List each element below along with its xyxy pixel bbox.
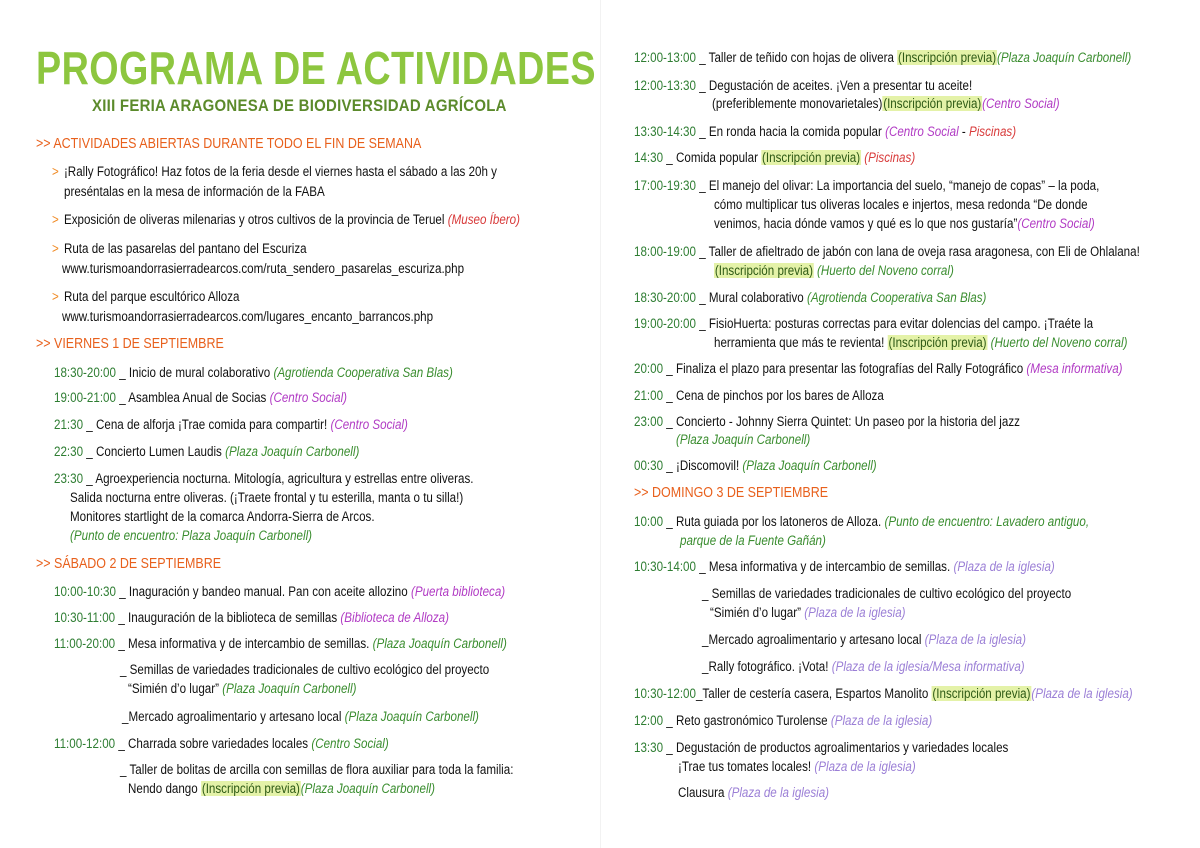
bullet-icon: > [52, 241, 59, 256]
weekend-rally [52, 162, 497, 183]
time: 10:30-11:00 [54, 610, 116, 625]
domingo-subitem [702, 657, 1025, 678]
place: (Plaza de la iglesia) [804, 605, 906, 620]
activity: _ Comida popular [663, 150, 758, 165]
domingo-item [634, 512, 1089, 533]
registration-badge: (Inscripción previa) [762, 150, 861, 165]
activity: _ Cena de alforja ¡Trae comida para compartir! [83, 417, 328, 432]
time: 21:00 [634, 388, 664, 403]
activity: _ Inicio de mural colaborativo [115, 365, 271, 380]
place: (Centro Social) [982, 96, 1060, 111]
sabado-item [634, 148, 915, 169]
activity: _ Cena de pinchos por los bares de Alloza [663, 388, 884, 403]
place: (Agrotienda Cooperativa San Blas) [273, 365, 453, 380]
time: 11:00-20:00 [54, 636, 116, 651]
time: 18:00-19:00 [634, 244, 696, 259]
activity: _ Concierto - Johnny Sierra Quintet: Un paseo por la historia del jazz [663, 414, 1020, 429]
bullet-icon: > [52, 212, 59, 227]
page-title: PROGRAMA DE ACTIVIDADES [36, 42, 596, 94]
place: (Centro Social) [1017, 216, 1095, 231]
time: 00:30 [634, 458, 664, 473]
activity: _ Ruta guiada por los latoneros de Alloza. [663, 514, 882, 529]
pasarelas-text: Ruta de las pasarelas del pantano del Escuriza [63, 241, 307, 256]
rally-line1: ¡Rally Fotográfico! Haz fotos de la feria desde el viernes hasta el sábado a las 20h y [63, 164, 497, 179]
registration-badge: (Inscripción previa) [888, 335, 987, 350]
activity: herramienta que más te revienta! [714, 335, 885, 350]
time: 10:30-14:00 [634, 559, 696, 574]
sabado-item [54, 734, 389, 755]
place: (Centro Social [885, 124, 959, 139]
place: (Plaza de la iglesia) [830, 713, 933, 728]
domingo-item-cont [678, 783, 829, 804]
time: 10:30-12:00 [634, 686, 696, 701]
sabado-subitem [122, 707, 479, 728]
activity: _ FisioHuerta: posturas correctas para evitar dolencias del campo. ¡Traéte la [695, 316, 1094, 331]
weekend-parque [52, 287, 239, 308]
registration-badge: (Inscripción previa) [201, 781, 300, 796]
activity: _ En ronda hacia la comida popular [695, 124, 882, 139]
activity: _ Mesa informativa y de intercambio de semillas. [115, 636, 370, 651]
sabado-item-cont [712, 94, 1060, 115]
activity: _ Asamblea Anual de Socias [115, 390, 267, 405]
place: (Punto de encuentro: Plaza Joaquín Carbonell) [70, 528, 313, 543]
registration-badge: (Inscripción previa) [898, 50, 997, 65]
place: parque de la Fuente Gañán) [680, 533, 826, 548]
sabado-item-cont: cómo multiplicar tus oliveras locales e injertos, mesa redonda “De donde [714, 197, 1088, 212]
olivos-place: (Museo Íbero) [447, 212, 520, 227]
time: 10:00 [634, 514, 664, 529]
registration-badge: (Inscripción previa) [714, 263, 813, 278]
sabado-item [634, 242, 1140, 263]
time: 12:00-13:30 [634, 78, 696, 93]
time: 11:00-12:00 [54, 736, 116, 751]
activity: “Simién d’o lugar” [710, 605, 801, 620]
viernes-item-cont: Monitores startlight de la comarca Andorra-Sierra de Arcos. [70, 509, 375, 524]
activity: ¡Trae tus tomates locales! [678, 759, 812, 774]
bullet-icon: > [52, 289, 59, 304]
place: (Plaza Joaquín Carbonell) [742, 458, 877, 473]
domingo-item [634, 738, 1008, 759]
registration-badge: (Inscripción previa) [932, 686, 1031, 701]
sabado-subitem: _ Taller de bolitas de arcilla con semillas de flora auxiliar para toda la familia: [120, 762, 514, 777]
activity: _Taller de cestería casera, Espartos Manolito [695, 686, 929, 701]
place: (Plaza de la iglesia) [814, 759, 916, 774]
viernes-item [54, 415, 408, 436]
sabado-subitem: _ Semillas de variedades tradicionales de cultivo ecológico del proyecto [120, 662, 490, 677]
domingo-item [634, 557, 1055, 578]
place: (Punto de encuentro: Lavadero antiguo, [884, 514, 1090, 529]
place: (Plaza Joaquín Carbonell) [676, 432, 811, 447]
place: (Centro Social) [330, 417, 408, 432]
fold-line [600, 0, 601, 848]
activity: _ Reto gastronómico Turolense [663, 713, 828, 728]
activity: _Rally fotográfico. ¡Vota! [702, 659, 829, 674]
time: 22:30 [54, 444, 84, 459]
activity: _Mercado agroalimentario y artesano local [702, 632, 922, 647]
domingo-item-cont [678, 757, 916, 778]
olivos-text: Exposición de oliveras milenarias y otros cultivos de la provincia de Teruel [63, 212, 445, 227]
sabado-item-cont [714, 261, 954, 282]
time: 17:00-19:30 [634, 178, 696, 193]
time: 14:30 [634, 150, 664, 165]
time: 23:00 [634, 414, 664, 429]
activity: _ Agroexperiencia nocturna. Mitología, agricultura y estrellas entre oliveras. [83, 471, 474, 486]
time: 21:30 [54, 417, 84, 432]
time: 10:00-10:30 [54, 584, 116, 599]
sabado-item [634, 288, 986, 309]
activity: _ Mesa informativa y de intercambio de semillas. [695, 559, 951, 574]
place: (Plaza de la iglesia) [924, 632, 1026, 647]
place: (Centro Social) [311, 736, 389, 751]
sabado-subitem-cont [128, 679, 356, 700]
activity: Nendo dango [128, 781, 198, 796]
place: (Plaza de la iglesia/Mesa informativa) [831, 659, 1025, 674]
place: (Plaza Joaquín Carbonell) [372, 636, 507, 651]
time: 12:00 [634, 713, 664, 728]
page-subtitle: XIII FERIA ARAGONESA DE BIODIVERSIDAD AGRÍCOLA [92, 96, 507, 115]
domingo-subitem-cont [710, 603, 906, 624]
activity: (preferiblemente monovarietales) [712, 96, 883, 111]
parque-text: Ruta del parque escultórico Alloza [63, 289, 240, 304]
time: 18:30-20:00 [634, 290, 696, 305]
sabado-item [54, 608, 449, 629]
viernes-item [54, 363, 453, 384]
activity: _ Concierto Lumen Laudis [83, 444, 222, 459]
time: 13:30-14:30 [634, 124, 696, 139]
sabado-item-cont [714, 333, 1127, 354]
weekend-rally-2: preséntalas en la mesa de información de la FABA [64, 184, 325, 199]
domingo-item [634, 684, 1133, 705]
sabado-item [634, 359, 1123, 380]
sabado-item [54, 634, 507, 655]
section-weekend: >> ACTIVIDADES ABIERTAS DURANTE TODO EL FIN DE SEMANA [36, 136, 422, 152]
place: (Plaza de la iglesia) [953, 559, 1055, 574]
place: (Huerto del Noveno corral) [817, 263, 954, 278]
time: 18:30-20:00 [54, 365, 116, 380]
time: 20:00 [634, 361, 664, 376]
place: (Piscinas) [864, 150, 916, 165]
place: (Puerta biblioteca) [410, 584, 506, 599]
place: (Biblioteca de Alloza) [340, 610, 450, 625]
place: (Plaza de la iglesia) [1031, 686, 1133, 701]
activity: _ Degustación de aceites. ¡Ven a presentar tu aceite! [695, 78, 973, 93]
time: 12:00-13:00 [634, 50, 696, 65]
domingo-item [634, 711, 932, 732]
place: (Huerto del Noveno corral) [990, 335, 1128, 350]
activity: _ Inaguración y bandeo manual. Pan con aceite allozino [115, 584, 408, 599]
viernes-item [54, 442, 359, 463]
time: 13:30 [634, 740, 664, 755]
viernes-item [54, 388, 347, 409]
activity: _ Charrada sobre variedades locales [115, 736, 309, 751]
time: 19:00-20:00 [634, 316, 696, 331]
viernes-item [54, 469, 473, 490]
sabado-item [634, 386, 884, 407]
weekend-olivos [52, 210, 520, 231]
bullet-icon: > [52, 164, 59, 179]
sabado-item [634, 122, 1016, 143]
place: Piscinas) [968, 124, 1017, 139]
sabado-item [634, 456, 877, 477]
weekend-pasarelas [52, 239, 307, 260]
activity: _ ¡Discomovil! [663, 458, 740, 473]
activity: _ Mural colaborativo [695, 290, 804, 305]
time: 19:00-21:00 [54, 390, 116, 405]
place: (Plaza Joaquín Carbonell) [344, 709, 479, 724]
registration-badge: (Inscripción previa) [883, 96, 982, 111]
sabado-item [634, 314, 1093, 335]
sabado-item [634, 48, 1131, 69]
domingo-subitem [702, 630, 1026, 651]
pasarelas-link[interactable]: www.turismoandorrasierradearcos.com/ruta_sendero_pasarelas_escuriza.php [62, 261, 465, 276]
activity: _ Inauguración de la biblioteca de semillas [115, 610, 338, 625]
sabado-subitem-cont [128, 779, 435, 800]
section-viernes: >> VIERNES 1 DE SEPTIEMBRE [36, 336, 224, 352]
sabado-item-cont [714, 214, 1095, 235]
separator: - [958, 124, 969, 139]
activity: “Simién d’o lugar” [128, 681, 219, 696]
activity: venimos, hacia dónde vamos y qué es lo que nos gustaría” [714, 216, 1018, 231]
activity: _ Taller de afieltrado de jabón con lana de oveja rasa aragonesa, con Eli de Ohlalana! [695, 244, 1140, 259]
section-sabado: >> SÁBADO 2 DE SEPTIEMBRE [36, 556, 222, 572]
domingo-subitem: _ Semillas de variedades tradicionales de cultivo ecológico del proyecto [702, 586, 1072, 601]
activity: Clausura [678, 785, 725, 800]
place: (Mesa informativa) [1026, 361, 1123, 376]
activity: _ Degustación de productos agroalimentarios y variedades locales [663, 740, 1009, 755]
sabado-item [634, 176, 1099, 197]
place: (Plaza Joaquín Carbonell) [996, 50, 1132, 65]
place: (Agrotienda Cooperativa San Blas) [806, 290, 987, 305]
place: (Plaza Joaquín Carbonell) [300, 781, 436, 796]
section-domingo: >> DOMINGO 3 DE SEPTIEMBRE [634, 485, 829, 501]
place: (Plaza de la iglesia) [727, 785, 830, 800]
place: (Plaza Joaquín Carbonell) [225, 444, 360, 459]
sabado-item [54, 582, 505, 603]
activity: _ Taller de teñido con hojas de olivera [695, 50, 894, 65]
place: (Centro Social) [269, 390, 348, 405]
parque-link[interactable]: www.turismoandorrasierradearcos.com/lugares_encanto_barrancos.php [62, 309, 434, 324]
viernes-item-cont: Salida nocturna entre oliveras. (¡Traete frontal y tu esterilla, manta o tu silla!) [70, 490, 464, 505]
place: (Plaza Joaquín Carbonell) [222, 681, 357, 696]
activity: _ Finaliza el plazo para presentar las fotografías del Rally Fotográfico [663, 361, 1024, 376]
time: 23:30 [54, 471, 84, 486]
activity: _ El manejo del olivar: La importancia del suelo, “manejo de copas” – la poda, [695, 178, 1100, 193]
activity: _Mercado agroalimentario y artesano local [122, 709, 342, 724]
